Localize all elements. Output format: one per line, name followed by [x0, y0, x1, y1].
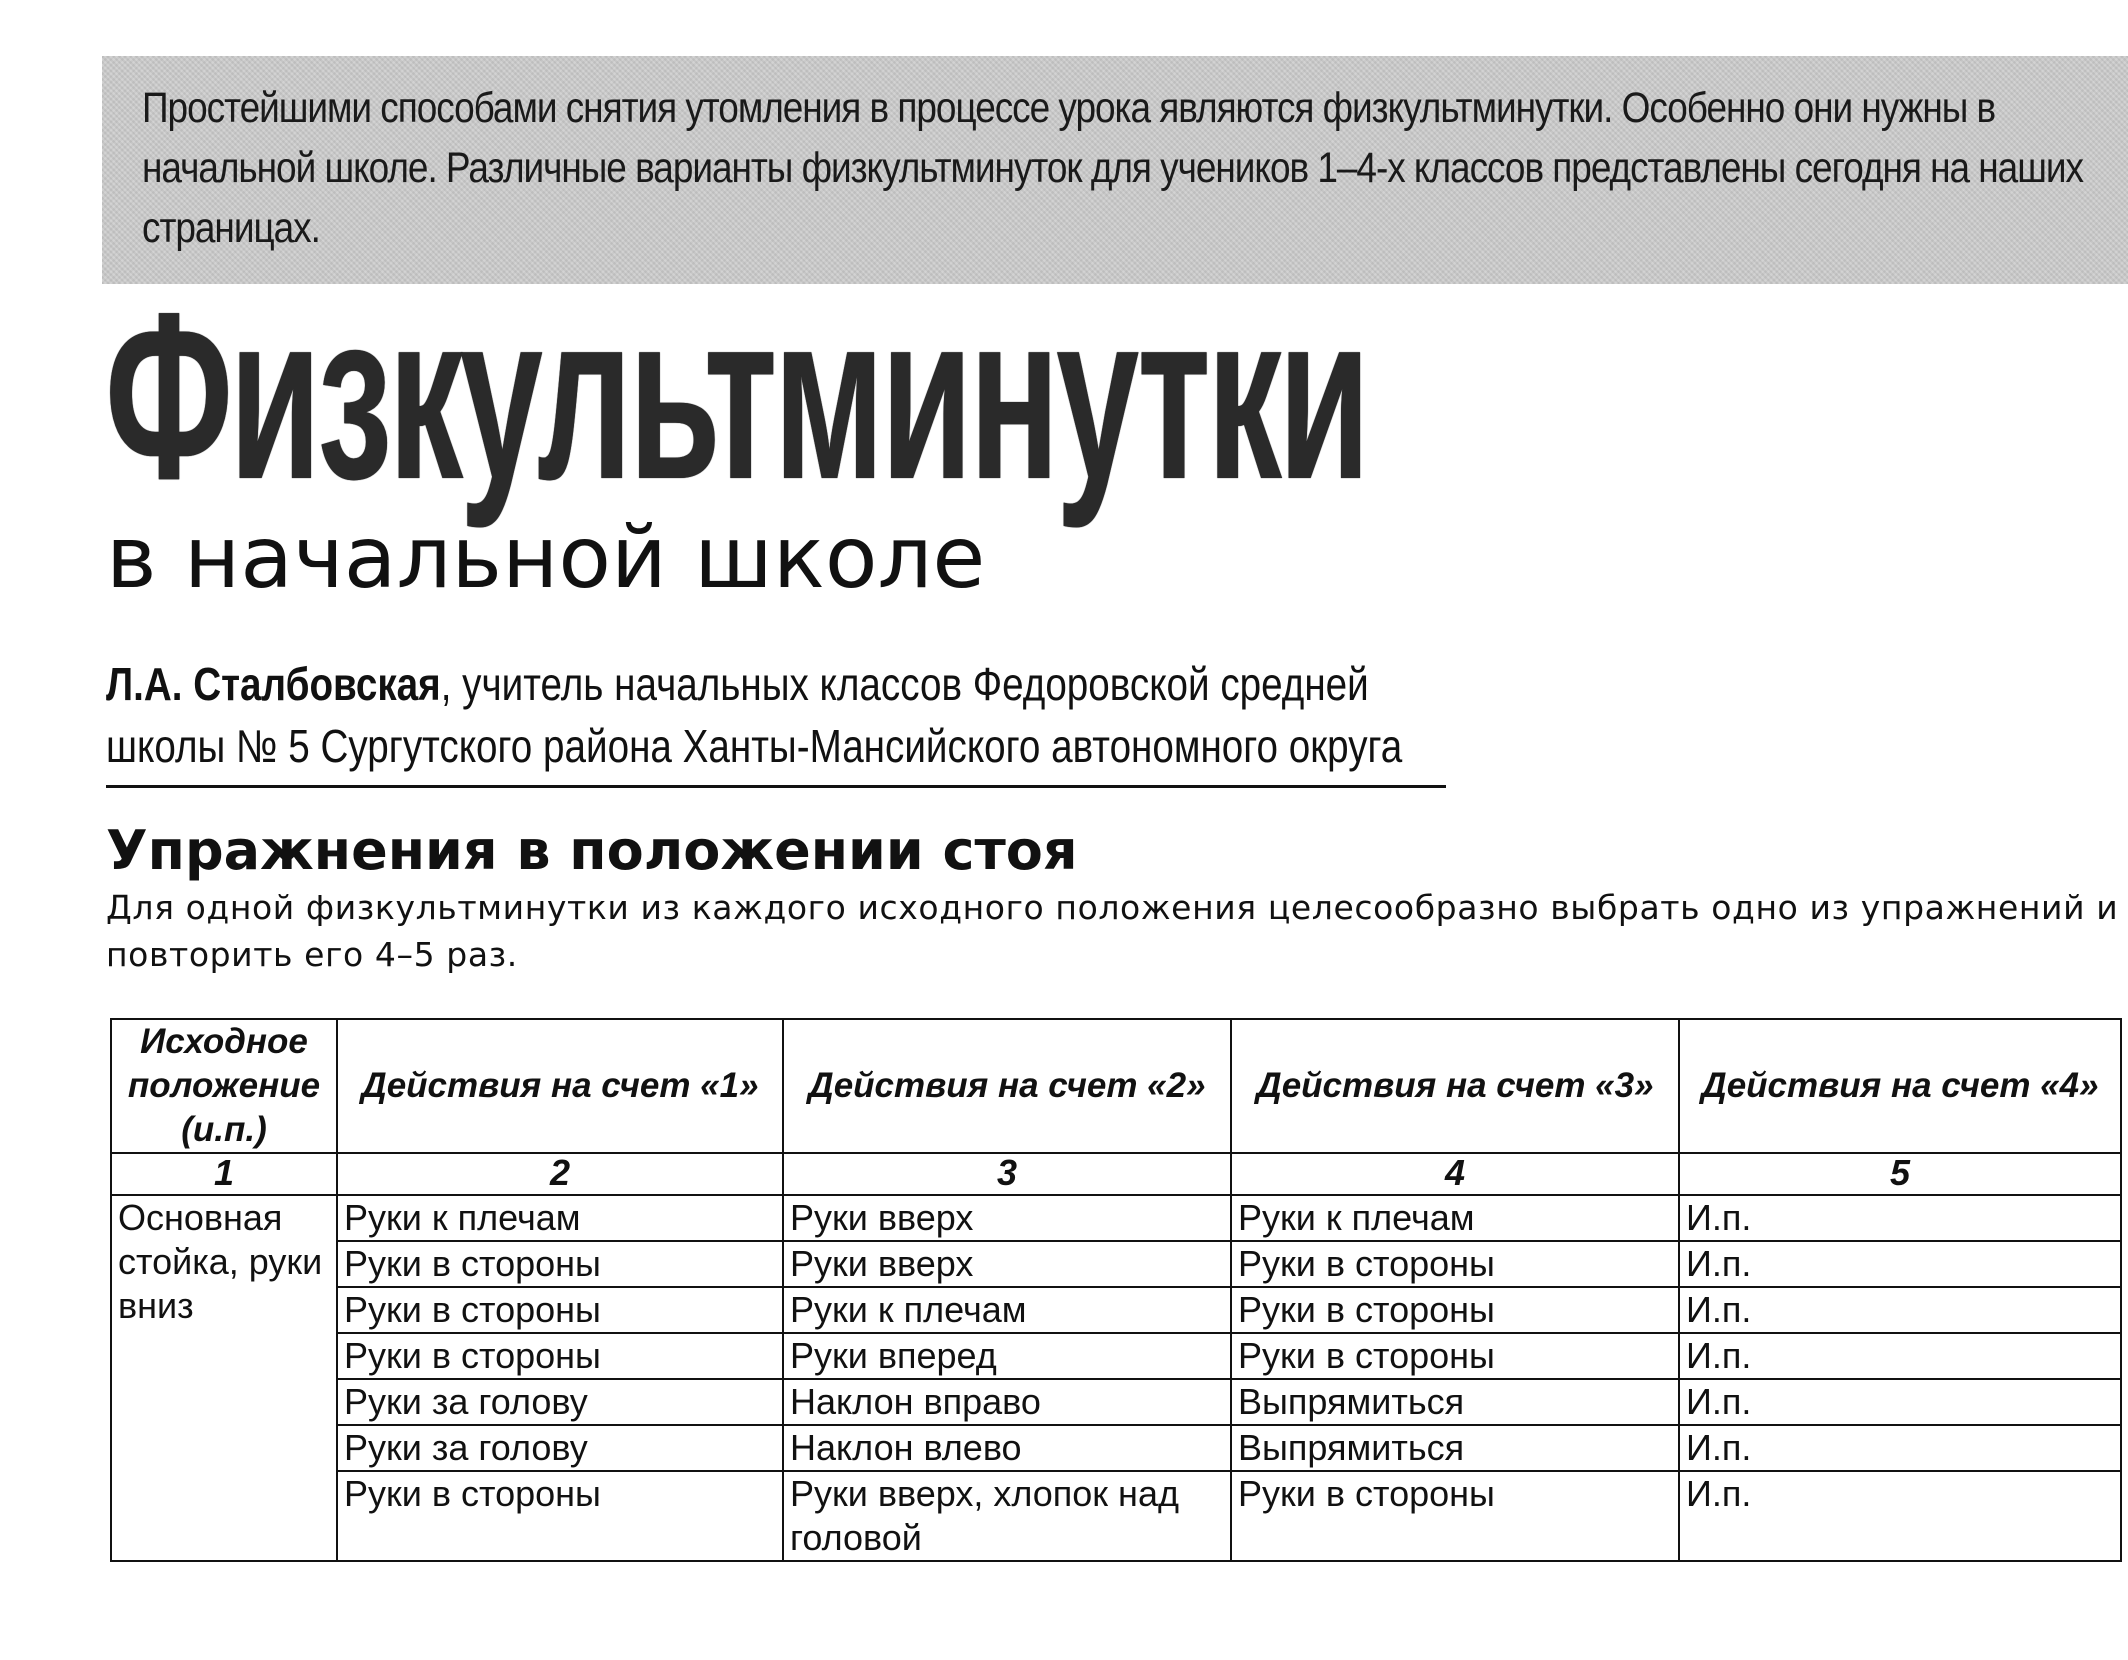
section-title: Упражнения в положении стоя: [106, 819, 1078, 882]
exercise-table: [110, 1018, 2122, 1562]
header-count-4: Действия на счет «4»: [1679, 1019, 2121, 1153]
table-cell: Руки вверх, хлопок над головой: [783, 1471, 1231, 1561]
table-row: [111, 1379, 2121, 1425]
author-name: Л.А. Сталбовская: [106, 658, 441, 710]
table-cell: Руки вперед: [783, 1333, 1231, 1379]
table-cell: Руки в стороны: [1231, 1471, 1679, 1561]
section-text: Для одной физкультминутки из каждого исходного положения целесообразно выбрать одно из упражнений и повторить его 4–5 раз.: [106, 888, 2119, 974]
table-cell: Руки в стороны: [337, 1471, 783, 1561]
table-cell: И.п.: [1679, 1333, 2121, 1379]
table-cell: Руки к плечам: [1231, 1195, 1679, 1241]
table-row: [111, 1287, 2121, 1333]
header-count-1: Действия на счет «1»: [337, 1019, 783, 1153]
column-number: 4: [1231, 1153, 1679, 1195]
start-position-cell: Основная стойка, руки вниз: [111, 1195, 337, 1561]
table-cell: Выпрямиться: [1231, 1379, 1679, 1425]
table-cell: И.п.: [1679, 1425, 2121, 1471]
author-block: [106, 653, 1446, 788]
header-count-2: Действия на счет «2»: [783, 1019, 1231, 1153]
table-cell: Руки в стороны: [337, 1287, 783, 1333]
table-row: [111, 1425, 2121, 1471]
header-start-position: Исходное положение (и.п.): [111, 1019, 337, 1153]
column-number: 1: [111, 1153, 337, 1195]
table-cell: Руки к плечам: [337, 1195, 783, 1241]
table-row: [111, 1333, 2121, 1379]
table-cell: И.п.: [1679, 1471, 2121, 1561]
table-cell: И.п.: [1679, 1379, 2121, 1425]
table-cell: Руки вверх: [783, 1195, 1231, 1241]
table-cell: Наклон вправо: [783, 1379, 1231, 1425]
table-cell: Руки в стороны: [1231, 1333, 1679, 1379]
table-cell: Руки к плечам: [783, 1287, 1231, 1333]
table-cell: Наклон влево: [783, 1425, 1231, 1471]
column-number: 5: [1679, 1153, 2121, 1195]
page-subtitle: в начальной школе: [106, 508, 986, 608]
table-cell: И.п.: [1679, 1287, 2121, 1333]
table-cell: Руки в стороны: [337, 1241, 783, 1287]
column-number-row: [111, 1153, 2121, 1195]
table-cell: Выпрямиться: [1231, 1425, 1679, 1471]
table-row: [111, 1471, 2121, 1561]
table-header-row: [111, 1019, 2121, 1153]
table-cell: Руки в стороны: [1231, 1287, 1679, 1333]
author-description: , учитель начальных классов Федоровской средней школы № 5 Сургутского района Ханты-Мансийского автономного округа: [106, 658, 1403, 772]
table-cell: Руки в стороны: [337, 1333, 783, 1379]
header-count-3: Действия на счет «3»: [1231, 1019, 1679, 1153]
intro-box: [102, 56, 2128, 284]
table-cell: Руки за голову: [337, 1425, 783, 1471]
table-cell: Руки в стороны: [1231, 1241, 1679, 1287]
table-cell: И.п.: [1679, 1195, 2121, 1241]
table-cell: Руки вверх: [783, 1241, 1231, 1287]
intro-text: Простейшими способами снятия утомления в процессе урока являются физкультминутки. Особенно они нужны в начальной школе. Различные варианты физкультминуток для учеников 1–4-х классов представлены сегодня на наших страницах.: [142, 84, 2083, 252]
table-row: [111, 1241, 2121, 1287]
column-number: 3: [783, 1153, 1231, 1195]
table-cell: И.п.: [1679, 1241, 2121, 1287]
table-row: [111, 1195, 2121, 1241]
page-title: Физкультминутки: [105, 264, 1367, 529]
table-cell: Руки за голову: [337, 1379, 783, 1425]
column-number: 2: [337, 1153, 783, 1195]
